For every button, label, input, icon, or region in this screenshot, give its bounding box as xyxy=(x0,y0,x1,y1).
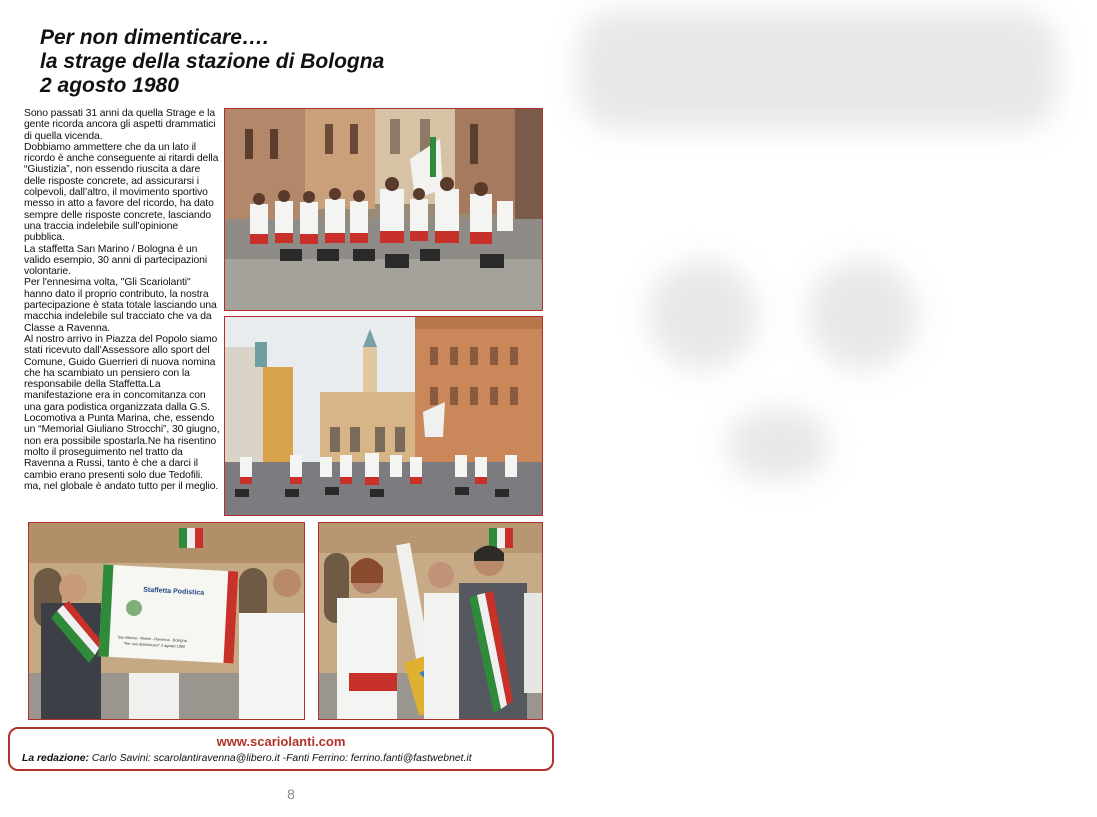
article-body xyxy=(24,108,220,492)
banner-line-2: San Marino - Rimini - Ravenna - Bologna xyxy=(117,635,187,643)
banner-line-1: Staffetta Podistica xyxy=(142,586,205,597)
banner-line-3: "Per non dimenticare" 2 agosto 1980 xyxy=(123,641,186,649)
photo-piazza-popolo xyxy=(224,316,543,516)
photo-pennant-exchange xyxy=(318,522,543,720)
article-paragraph: Per l'ennesima volta, "Gli Scariolanti" hanno dato il proprio contributo, la nostra partecipazione è stata totale lasciando una macchia indelebile sul tracciato che va da Classe a Ravenna. xyxy=(24,277,217,334)
title-line-3: 2 agosto 1980 xyxy=(40,74,179,97)
article-paragraph: Comune, Guido Guerrieri di nuova nomina che ha scambiato un pensiero con la responsabile della Staffetta.La manifestazione era in concomitanza con una gara podistica organizzata dalla G.S. Locomotiva a Punta Marina, che, essendo un “Memorial Giuliano Strocchi”, 30 giugno, non era possibile spostarla.Ne ha risentino molto il proseguimento nel tratto da Ravenna a Russi, tanto è che a darci il cambio erano presenti solo due Tedofili. ma, nel globale è andato tutto per il meglio. xyxy=(24,356,220,492)
article-paragraph: La staffetta San Marino / Bologna è un valido esempio, 30 anni di partecipazioni volontarie. xyxy=(24,243,208,278)
credits-label: La redazione: xyxy=(22,753,89,764)
editorial-credits xyxy=(22,753,472,764)
title-line-1: Per non dimenticare…. xyxy=(40,26,269,49)
photo-banner-staffetta-image xyxy=(29,523,304,719)
article-paragraph: Dobbiamo ammettere che da un lato il ricordo è anche conseguente ai ritardi della “Giustizia”, non essendo riuscita a dare delle risposte concrete, ad assicurarsi i colpevoli, dall’altro, il movimento sportivo messo in atto a favore del ricordo, ha dato sempre delle risposte concrete, lasciando una traccia indelebile sull’opinione pubblica. xyxy=(24,141,219,244)
title-line-2: la strage della stazione di Bologna xyxy=(40,50,385,73)
photo-pennant-exchange-image xyxy=(319,523,542,719)
footer-box xyxy=(8,727,554,771)
credits-text: Carlo Savini: scarolantiravenna@libero.it -Fanti Ferrino: ferrino.fanti@fastwebnet.it xyxy=(88,753,472,764)
article-paragraph: Sono passati 31 anni da quella Strage e la gente ricorda ancora gli aspetti drammatici di quella vicenda. xyxy=(24,108,216,142)
ghost-smudge xyxy=(578,10,1058,130)
ghost-smudge xyxy=(648,260,758,370)
photo-runners-street xyxy=(224,108,543,311)
photo-runners-street-image xyxy=(225,109,542,310)
ghost-smudge xyxy=(728,410,828,480)
ghost-smudge xyxy=(808,260,918,370)
blank-facing-page xyxy=(548,0,1097,817)
photo-banner-staffetta xyxy=(28,522,305,720)
article-paragraph: Al nostro arrivo in Piazza del Popolo siamo stati ricevuto dall’Assessore allo sport del xyxy=(24,333,218,357)
photo-piazza-popolo-image xyxy=(225,317,542,515)
page-number: 8 xyxy=(287,786,295,802)
website-link[interactable]: www.scariolanti.com xyxy=(216,734,346,749)
article-title xyxy=(40,26,540,98)
